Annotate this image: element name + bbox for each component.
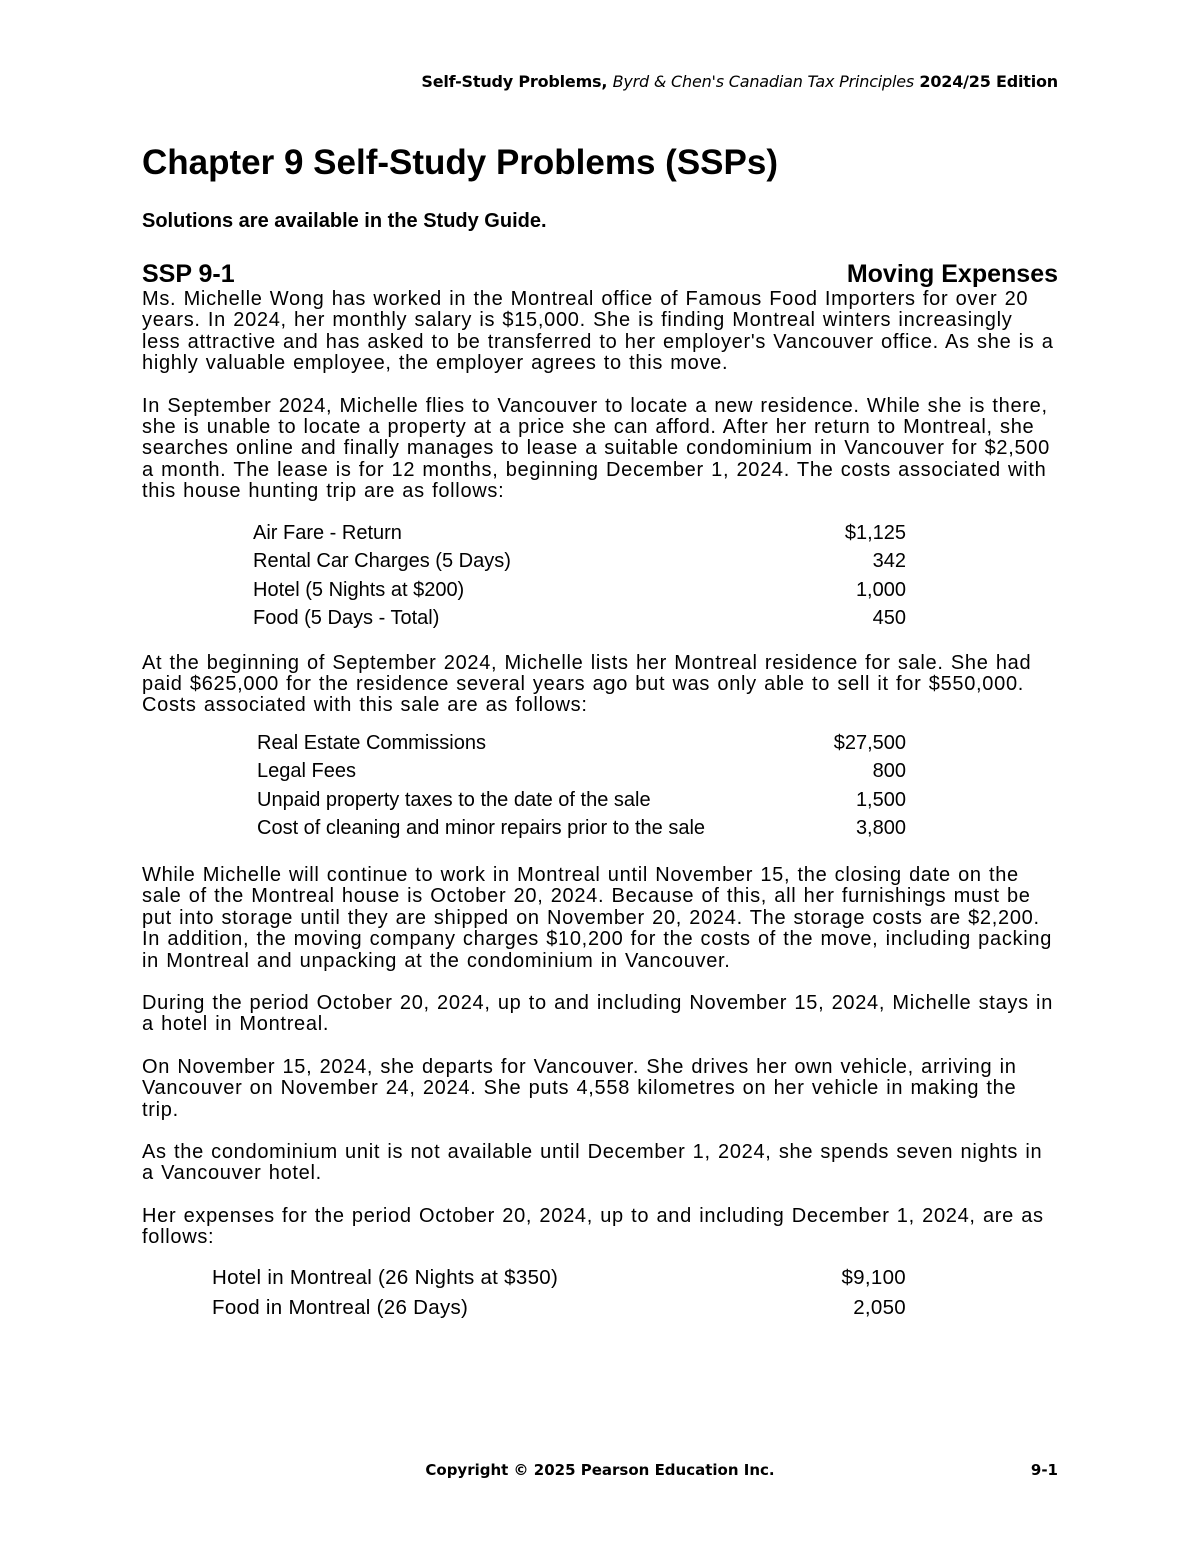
header-prefix: Self-Study Problems,: [421, 72, 608, 91]
copyright-notice: Copyright © 2025 Pearson Education Inc.: [425, 1461, 775, 1479]
cost-amount: 450: [872, 607, 906, 630]
table-row: [212, 1293, 906, 1323]
cost-label: Real Estate Commissions: [257, 731, 486, 754]
cost-amount: 1,000: [855, 578, 906, 601]
chapter-title: Chapter 9 Self-Study Problems (SSPs): [142, 143, 778, 182]
table-row: [257, 786, 906, 815]
table-row: [253, 576, 906, 605]
house-hunting-costs-table: [253, 519, 906, 633]
cost-label: Food (5 Days - Total): [253, 607, 440, 630]
paragraph-4: While Michelle will continue to work in Montreal until November 15, the closing date on the sale of the Montreal house is October 20, 2024. Because of this, all her furnishings must be put into storage until they are shipped on November 20, 2024. The storage costs are $2,200. In addition, the moving company charges $10,200 for the costs of the move, including packing in Montreal and unpacking at the condominium in Vancouver.: [142, 863, 1053, 972]
header-book-title: Byrd & Chen's Canadian Tax Principles: [612, 72, 915, 91]
cost-amount: $27,500: [833, 731, 906, 754]
cost-amount: 2,050: [853, 1295, 906, 1319]
cost-label: Hotel (5 Nights at $200): [253, 578, 465, 601]
cost-label: Rental Car Charges (5 Days): [253, 550, 511, 573]
cost-amount: $1,125: [844, 521, 906, 544]
table-row: [253, 604, 906, 633]
problem-heading: [142, 259, 1058, 289]
table-row: [212, 1263, 906, 1293]
cost-label: Air Fare - Return: [253, 521, 402, 544]
period-expenses-table: [212, 1263, 906, 1323]
problem-id: SSP 9-1: [142, 260, 235, 288]
cost-label: Legal Fees: [257, 760, 356, 783]
table-row: [257, 729, 906, 758]
table-row: [253, 519, 906, 548]
page-content: [142, 140, 1058, 1323]
cost-amount: $9,100: [841, 1265, 906, 1289]
subtitle: Solutions are available in the Study Guide.: [142, 210, 547, 232]
paragraph-2: In September 2024, Michelle flies to Vancouver to locate a new residence. While she is there, she is unable to locate a property at a price she can afford. After her return to Montreal, she searches online and finally manages to lease a suitable condominium in Vancouver for $2,500 a month. The lease is for 12 months, beginning December 1, 2024. The costs associated with this house hunting trip are as follows:: [142, 394, 1050, 503]
cost-label: Cost of cleaning and minor repairs prior to the sale: [257, 817, 706, 840]
table-row: [253, 547, 906, 576]
cost-amount: 3,800: [855, 817, 906, 840]
paragraph-5: During the period October 20, 2024, up to and including November 15, 2024, Michelle stays in a hotel in Montreal.: [142, 991, 1054, 1036]
running-header: [421, 72, 1058, 91]
cost-label: Food in Montreal (26 Days): [212, 1295, 469, 1319]
paragraph-1: Ms. Michelle Wong has worked in the Montreal office of Famous Food Importers for over 20 years. In 2024, her monthly salary is $15,000. She is finding Montreal winters increasingly less attractive and has asked to be transferred to her employer's Vancouver office. As she is a highly valuable employee, the employer agrees to this move.: [142, 288, 1054, 375]
page-number: 9-1: [1030, 1461, 1058, 1479]
paragraph-8: Her expenses for the period October 20, 2024, up to and including December 1, 2024, are as follows:: [142, 1204, 1044, 1249]
paragraph-3: At the beginning of September 2024, Michelle lists her Montreal residence for sale. She had paid $625,000 for the residence several years ago but was only able to sell it for $550,000. Costs associated with this sale are as follows:: [142, 651, 1032, 717]
cost-label: Hotel in Montreal (26 Nights at $350): [212, 1265, 559, 1289]
cost-amount: 1,500: [855, 788, 906, 811]
header-edition: 2024/25 Edition: [919, 72, 1058, 91]
problem-topic: Moving Expenses: [846, 260, 1058, 288]
sale-costs-table: [257, 729, 906, 843]
cost-amount: 342: [872, 550, 906, 573]
paragraph-7: As the condominium unit is not available until December 1, 2024, she spends seven nights in a Vancouver hotel.: [142, 1140, 1043, 1185]
table-row: [257, 814, 906, 843]
paragraph-6: On November 15, 2024, she departs for Vancouver. She drives her own vehicle, arriving in Vancouver on November 24, 2024. She puts 4,558 kilometres on her vehicle in making the trip.: [142, 1055, 1017, 1121]
table-row: [257, 757, 906, 786]
cost-label: Unpaid property taxes to the date of the sale: [257, 788, 651, 811]
cost-amount: 800: [872, 760, 906, 783]
